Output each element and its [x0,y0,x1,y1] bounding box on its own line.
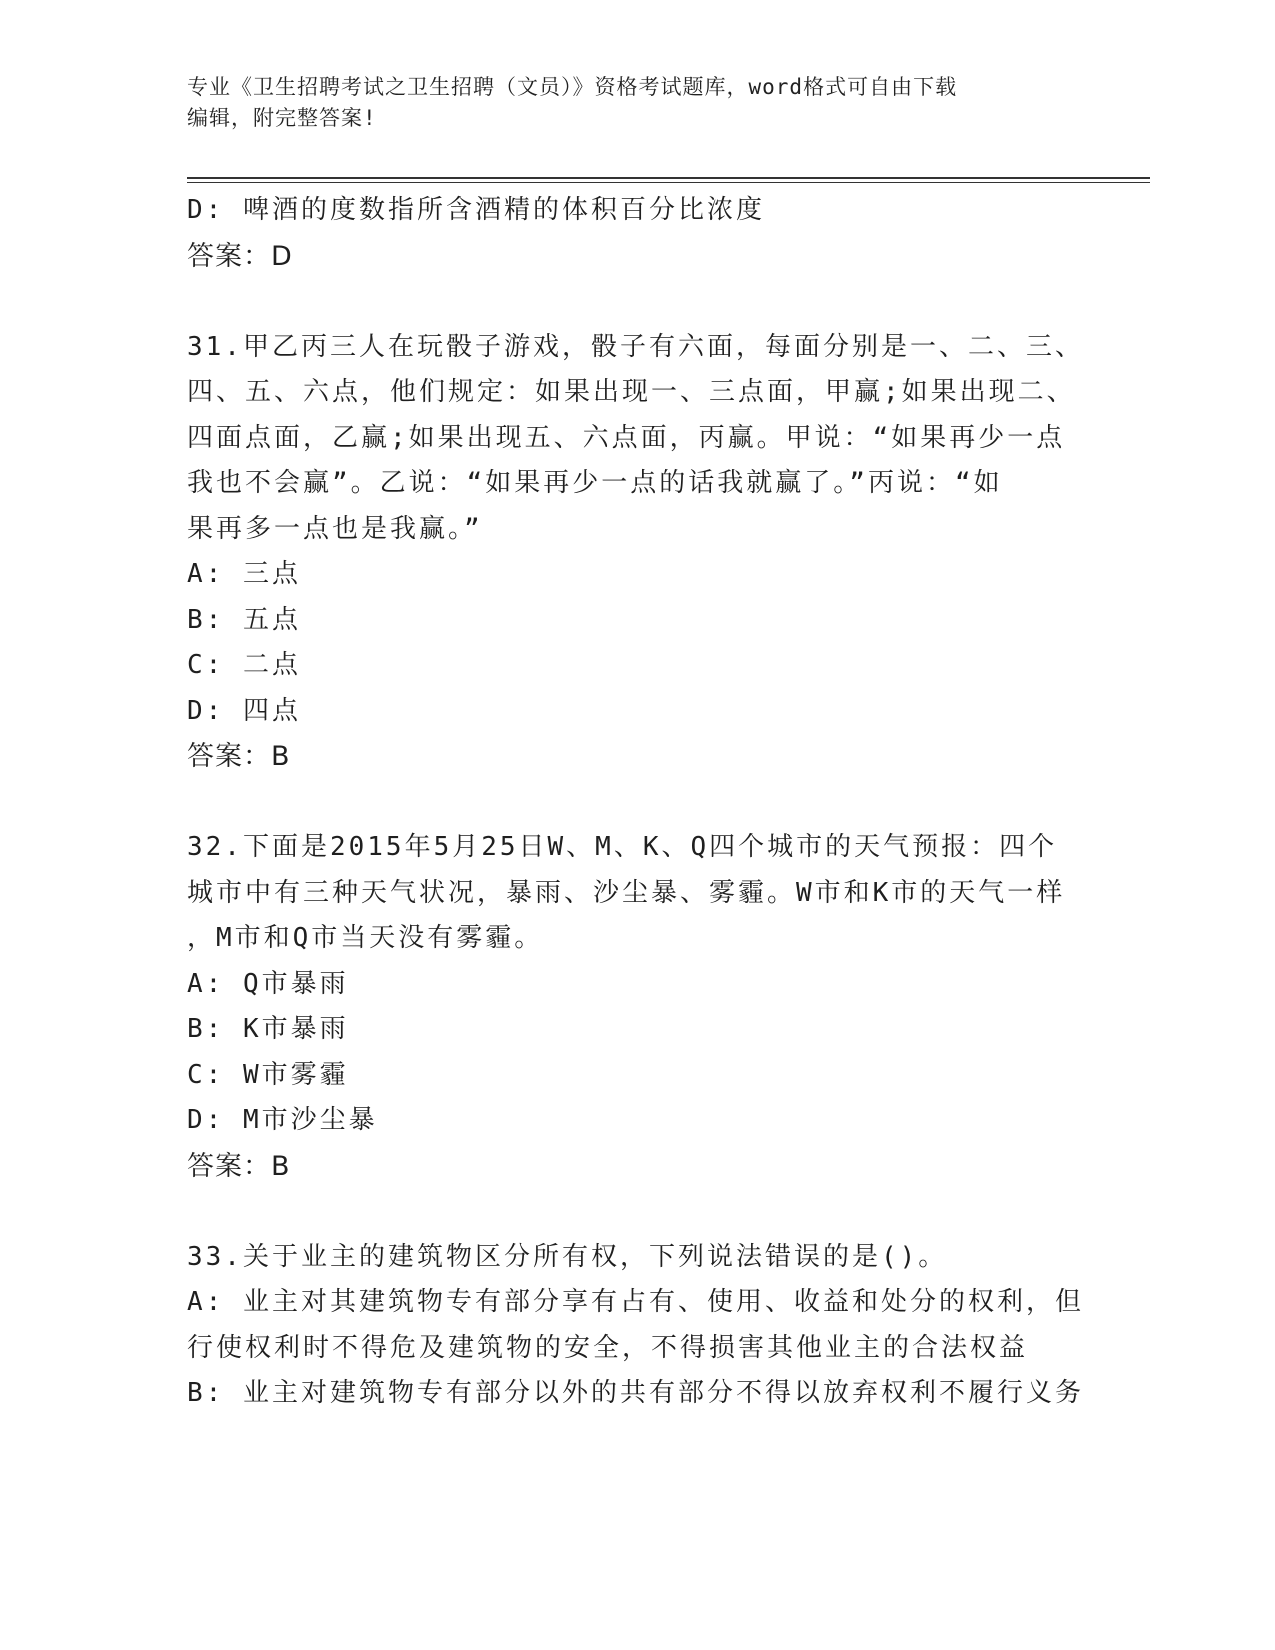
q31-option-c: C: 二点 [187,650,301,680]
header-rule-thick [187,177,1150,179]
q33-stem-line: 33.关于业主的建筑物区分所有权，下列说法错误的是()。 [187,1241,948,1272]
q31-option-b: B: 五点 [187,604,301,635]
q32-option-d: D: M市沙尘暴 [187,1105,378,1135]
q33-option-a: A: 业主对其建筑物专有部分享有占有、使用、收益和处分的权利，但 [187,1287,1084,1317]
question-33 [187,1235,1087,1417]
prev-option-d: D: 啤酒的度数指所含酒精的体积百分比浓度 [187,195,765,225]
q31-stem-line: 四面点面，乙赢;如果出现五、六点面，丙赢。甲说：“如果再少一点 [187,422,1066,453]
q31-stem-line: 果再多一点也是我赢。” [187,513,483,544]
q31-option-a: A: 三点 [187,559,301,589]
document-header [187,72,1067,134]
q33-option-a-cont: 行使权利时不得危及建筑物的安全，不得损害其他业主的合法权益 [187,1332,1029,1363]
q31-stem-line: 31.甲乙丙三人在玩骰子游戏，骰子有六面，每面分别是一、二、三、 [187,331,1084,362]
q32-option-c: C: W市雾霾 [187,1059,349,1090]
q31-answer: 答案：B [187,741,291,772]
q31-option-d: D: 四点 [187,695,301,726]
q32-option-b: B: K市暴雨 [187,1014,349,1044]
q32-stem-line: 城市中有三种天气状况，暴雨、沙尘暴、雾霾。W市和K市的天气一样 [187,877,1066,908]
header-line-1: 专业《卫生招聘考试之卫生招聘（文员）》资格考试题库，word格式可自由下载 [187,75,958,99]
header-line-2: 编辑，附完整答案! [187,106,377,130]
q32-stem-line: 32.下面是2015年5月25日W、M、K、Q四个城市的天气预报：四个 [187,832,1058,862]
q31-stem-line: 我也不会赢”。乙说：“如果再少一点的话我就赢了。”丙说：“如 [187,468,1003,498]
q33-option-b: B: 业主对建筑物专有部分以外的共有部分不得以放弃权利不履行义务 [187,1378,1084,1408]
q32-answer: 答案：B [187,1150,291,1182]
question-content [187,188,1087,1417]
q31-stem-line: 四、五、六点，他们规定：如果出现一、三点面，甲赢;如果出现二、 [187,377,1076,407]
prev-answer: 答案：D [187,240,293,272]
question-32 [187,825,1087,1189]
q32-stem-line: ，M市和Q市当天没有雾霾。 [187,923,544,953]
q32-option-a: A: Q市暴雨 [187,968,349,999]
question-31 [187,325,1087,780]
header-rule-thin [187,182,1150,183]
